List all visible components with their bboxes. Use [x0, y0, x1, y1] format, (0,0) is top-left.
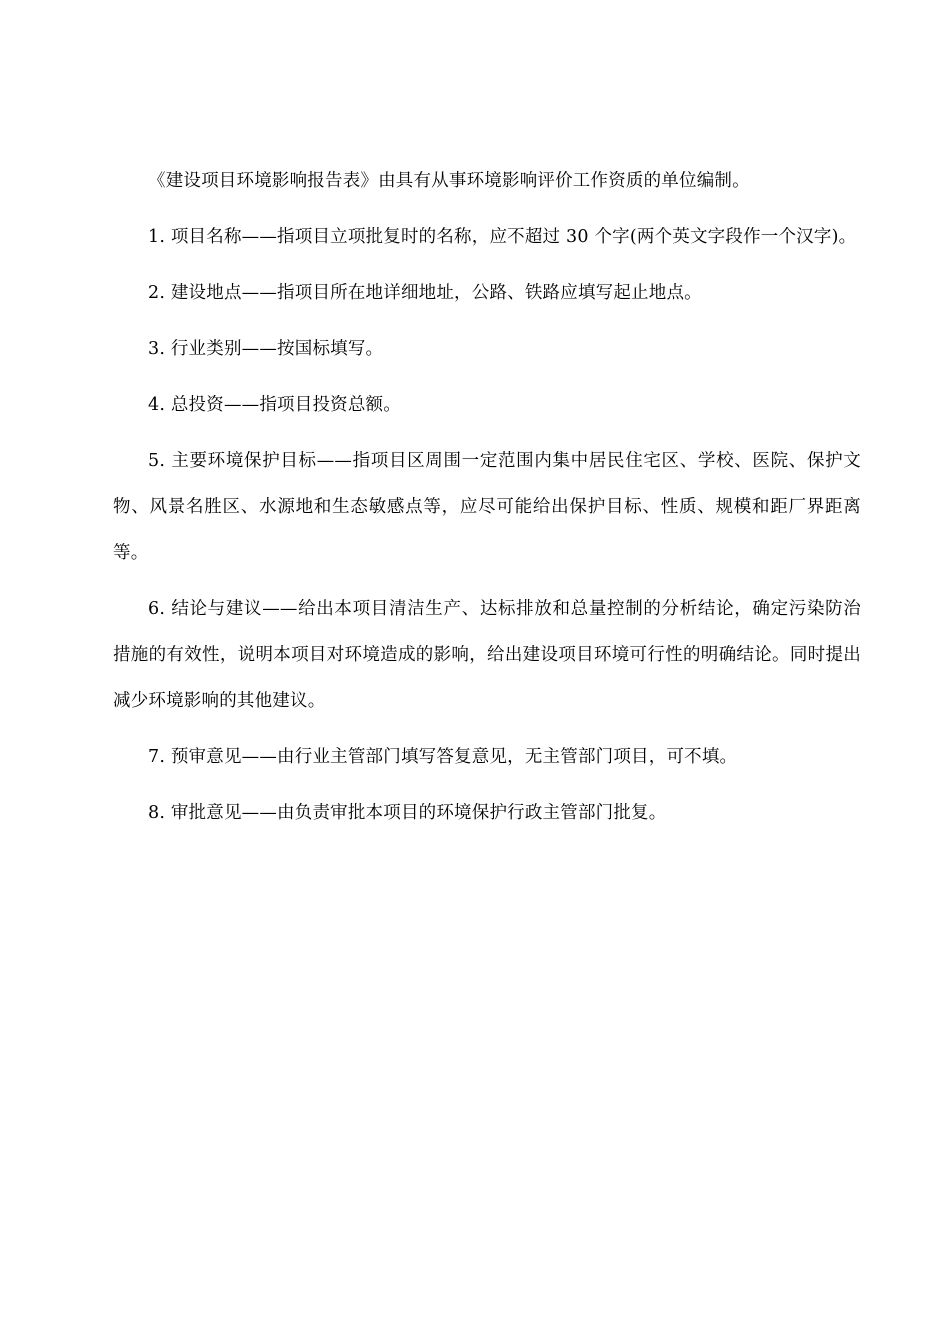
item-approval-opinion: 8. 审批意见——由负责审批本项目的环境保护行政主管部门批复。 [148, 803, 667, 823]
document-body [113, 158, 861, 846]
item-industry-category: 3. 行业类别——按国标填写。 [148, 339, 384, 359]
item-preliminary-review: 7. 预审意见——由行业主管部门填写答复意见，无主管部门项目，可不填。 [148, 747, 738, 767]
item-construction-site: 2. 建设地点——指项目所在地详细地址，公路、铁路应填写起止地点。 [148, 283, 702, 303]
item-project-name: 1. 项目名称——指项目立项批复时的名称，应不超过 30 个字(两个英文字段作一个汉字)。 [148, 227, 857, 247]
item-conclusions: 6. 结论与建议——给出本项目清洁生产、达标排放和总量控制的分析结论，确定污染防治措施的有效性，说明本项目对环境造成的影响，给出建设项目环境可行性的明确结论。同时提出减少环境影响的其他建议。 [113, 599, 861, 711]
intro-paragraph: 《建设项目环境影响报告表》由具有从事环境影响评价工作资质的单位编制。 [148, 171, 750, 191]
item-total-investment: 4. 总投资——指项目投资总额。 [148, 395, 401, 415]
item-protection-targets: 5. 主要环境保护目标——指项目区周围一定范围内集中居民住宅区、学校、医院、保护文物、风景名胜区、水源地和生态敏感点等，应尽可能给出保护目标、性质、规模和距厂界距离等。 [113, 451, 861, 563]
